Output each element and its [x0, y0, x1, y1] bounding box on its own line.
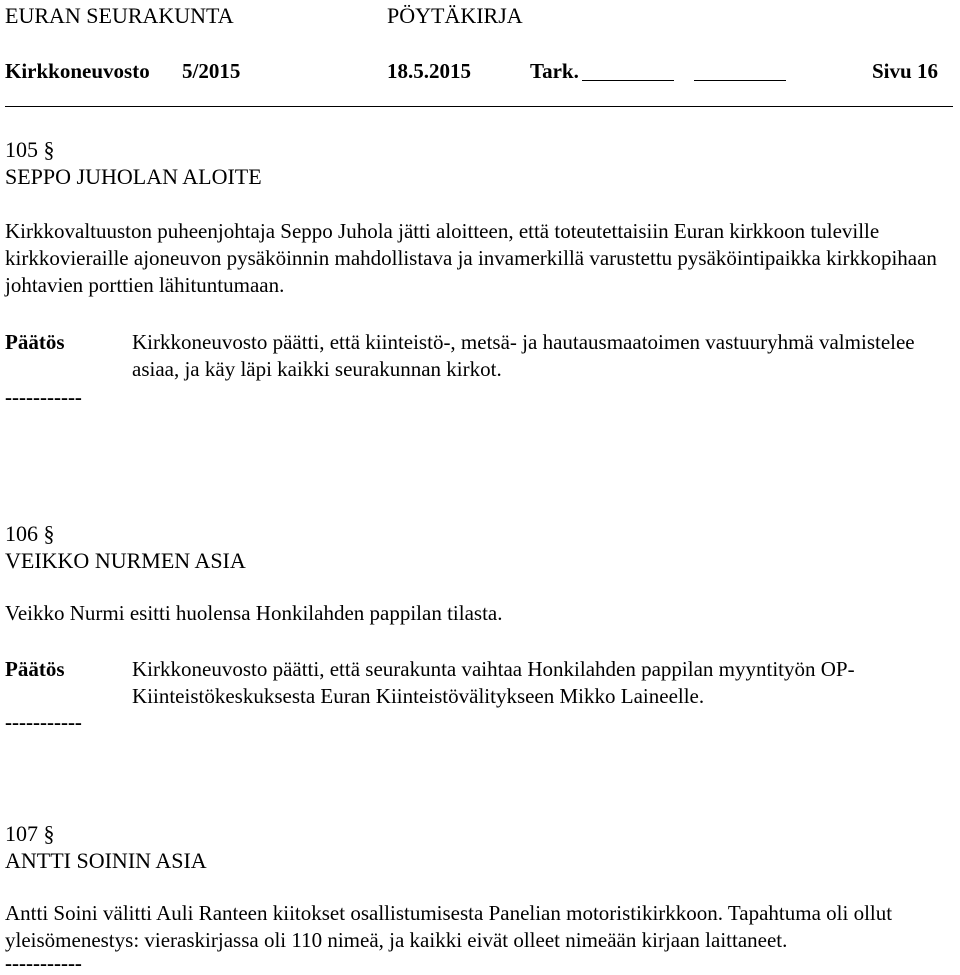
separator: -----------	[5, 951, 82, 975]
header-divider	[5, 106, 953, 107]
section-title: ANTTI SOININ ASIA	[5, 848, 207, 873]
check-signature-line-1	[582, 80, 674, 81]
section-title: VEIKKO NURMEN ASIA	[5, 548, 246, 573]
section-body: Kirkkovaltuuston puheenjohtaja Seppo Juhola jätti aloitteen, että toteutettaisiin Euran kirkkoon tuleville kirkkovieraille ajoneuvon pysäköinnin mahdollistava ja invamerkillä varustettu pysäköintipaikka kirkkopihaan johtavien porttien lähituntumaan.	[5, 219, 937, 297]
meeting-number: 5/2015	[182, 59, 241, 83]
org-name: EURAN SEURAKUNTA	[5, 3, 234, 28]
document-type: PÖYTÄKIRJA	[387, 3, 523, 28]
section-title: SEPPO JUHOLAN ALOITE	[5, 164, 262, 189]
section-number: 106 §	[5, 521, 55, 546]
decision-label: Päätös	[5, 330, 65, 354]
decision-label: Päätös	[5, 657, 65, 681]
section-number: 105 §	[5, 137, 55, 162]
section-number: 107 §	[5, 821, 55, 846]
section-body: Antti Soini välitti Auli Ranteen kiitokset osallistumisesta Panelian motoristikirkkoon. Tapahtuma oli ollut yleisömenestys: vieraskirjassa oli 110 nimeä, ja kaikki eivät olleet nimeään kirjaan laittaneet.	[5, 901, 893, 952]
decision-text: Kirkkoneuvosto päätti, että kiinteistö-, metsä- ja hautausmaatoimen vastuuryhmä valmistelee asiaa, ja käy läpi kaikki seurakunnan kirkot.	[132, 330, 915, 381]
section-body: Veikko Nurmi esitti huolensa Honkilahden pappilan tilasta.	[5, 601, 503, 625]
check-signature-line-2	[694, 80, 786, 81]
page-number: Sivu 16	[872, 59, 938, 83]
meeting-date: 18.5.2015	[387, 59, 471, 83]
meeting-name: Kirkkoneuvosto	[5, 59, 150, 83]
separator: -----------	[5, 710, 82, 734]
decision-text: Kirkkoneuvosto päätti, että seurakunta vaihtaa Honkilahden pappilan myyntityön OP-Kiinteistökeskuksesta Euran Kiinteistövälitykseen Mikko Laineelle.	[132, 657, 855, 708]
separator: -----------	[5, 385, 82, 409]
check-label: Tark.	[530, 59, 579, 83]
